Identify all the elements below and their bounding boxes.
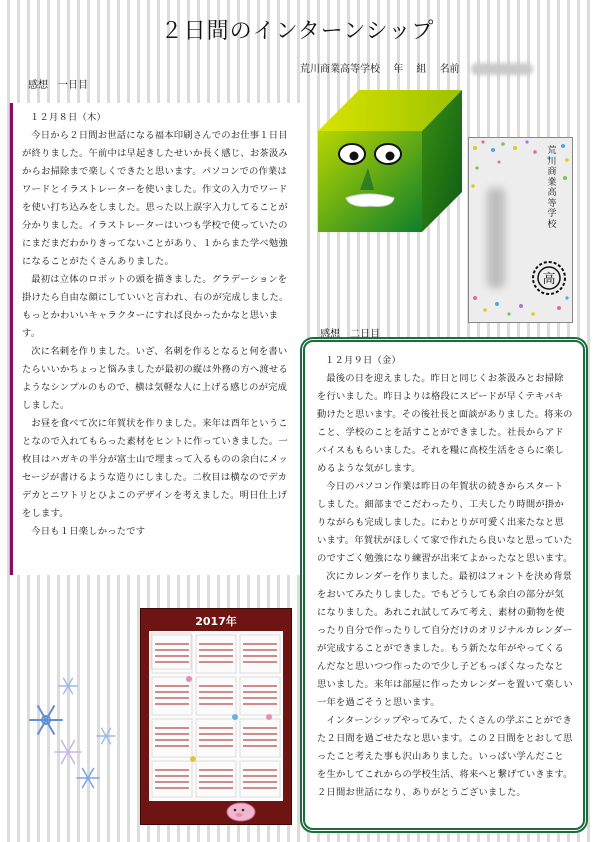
day1-panel <box>10 103 302 575</box>
day1-paragraph: 最初は立体のロボットの頭を描きました。グラデーションを掛けたら自由な顔にしていいと言われ、右のが完成しました。もっとかわいいキャラクターにすれば良かったかなと思います。 <box>22 274 289 339</box>
calendar-month-grid <box>149 631 283 801</box>
page-title: ２日間のインターンシップ <box>160 19 435 44</box>
day1-heading: 感想 一日目 <box>28 80 88 91</box>
calendar-grid <box>149 631 283 801</box>
day2-date: １２月９日（金） <box>325 355 401 366</box>
day2-paragraph: 最後の日を迎えました。昨日と同じくお茶汲みとお掃除を行いました。昨日よりは格段にスピードが早くテキパキ動けたと思います。その後社長と面談がありました。将来のこと、学校のことを話すことができました。社長からアドバイスももらいました。それを糧に高校生活をさらに楽しめるような気がします。 <box>317 373 573 474</box>
year-label: 年 <box>393 64 404 75</box>
day1-paragraph: 次に名刺を作りました。いざ、名刺を作るとなると何を書いたらいいかちょっと悩みましたが最初の縦は外務の方へ渡せるようなシンプルのもので、横は気軽な人に上げる感じのが完成しました。 <box>22 346 288 411</box>
class-label: 組 <box>416 64 427 75</box>
robot-cube-illustration <box>314 86 474 236</box>
day2-paragraph: 今日のパソコン作業は昨日の年賀状の続きからスタートしました。細部までこだわったり、工夫したり時間が掛かりながらも完成しました。にわとりが可愛く出来たなと思います。年賀状がほしくて家で作れたら良いなと思っていたのですごく勉強になり練習が出来てよかったなと思います。 <box>317 481 573 564</box>
snowflake-decoration <box>20 668 130 798</box>
day2-paragraph: インターンシップやってみて、たくさんの学ぶことができた２日間を過ごせたなと思います。この２日間をとおして思ったこと考えた事も沢山ありました。いっぱい学んだことを生かしてこれからの学校生活、将来へと繋げていきます。２日間お世話になり、ありがとうございました。 <box>317 715 573 798</box>
calendar-sample <box>140 608 292 825</box>
name-label: 名前 <box>439 64 460 75</box>
day2-heading: 感想 二日目 <box>320 329 380 340</box>
school-name: 荒川商業高等学校 <box>300 64 380 75</box>
name-redacted <box>471 63 533 75</box>
day1-paragraph: 今日から２日間お世話になる福本印刷さんでのお仕事１日目が終りました。午前中は早起きしたせいか長く感じ、お茶汲みからお掃除まで楽しくできたと思います。パソコンでの作業はワードとイラストレーターを使いました。作文の入力でワードを使い打ち込みをしました。思った以上誤字入力してることが分かりました。イラストレーターはいつも学校で使っていたのにまだまだわかりきってないことがあり、１からまた学べ勉強になることがたくさんありました。 <box>22 130 288 267</box>
day1-date: １２月８日（木） <box>30 112 106 123</box>
day1-paragraph: 今日も１日楽しかったです <box>31 526 146 537</box>
student-info <box>300 60 533 75</box>
business-card-sample <box>468 137 573 323</box>
calendar-year: 2017年 <box>195 615 237 628</box>
day1-paragraph: お昼を食べて次に年賀状を作りました。来年は酉年ということなので入れてもらった素材をヒントに作っていきました。一枚目はハガキの半分が富士山で埋まって入るものの余白にメッセージが書けるような造りにしました。二枚目は横なのでデカデカとニワトリとひよこのデザインを考えました。明日仕上げをします。 <box>22 418 288 519</box>
seal-glyph: 高 <box>542 272 556 287</box>
pig-illustration <box>221 797 261 823</box>
day2-paragraph: 次にカレンダーを作りました。最初はフォントを決め背景をおいてみたりしました。でもどうしても余白の部分が気になりました。あれこれ試してみて考え、素材の動物を使ったり自分で作ったりして自分だけのオリジナルカレンダーが完成することができました。もう新たな年がやってくるんだなと思いつつ作ったので少し子どもっぽくなったなと思いました。来年は部屋に作ったカレンダーを置いて楽しい一年を過ごそうと思います。 <box>317 571 573 708</box>
card-school-vertical: 荒川商業高等学校 <box>547 146 557 230</box>
school-seal-icon <box>531 260 567 296</box>
day2-panel <box>303 340 585 830</box>
card-name-redacted <box>487 188 505 288</box>
